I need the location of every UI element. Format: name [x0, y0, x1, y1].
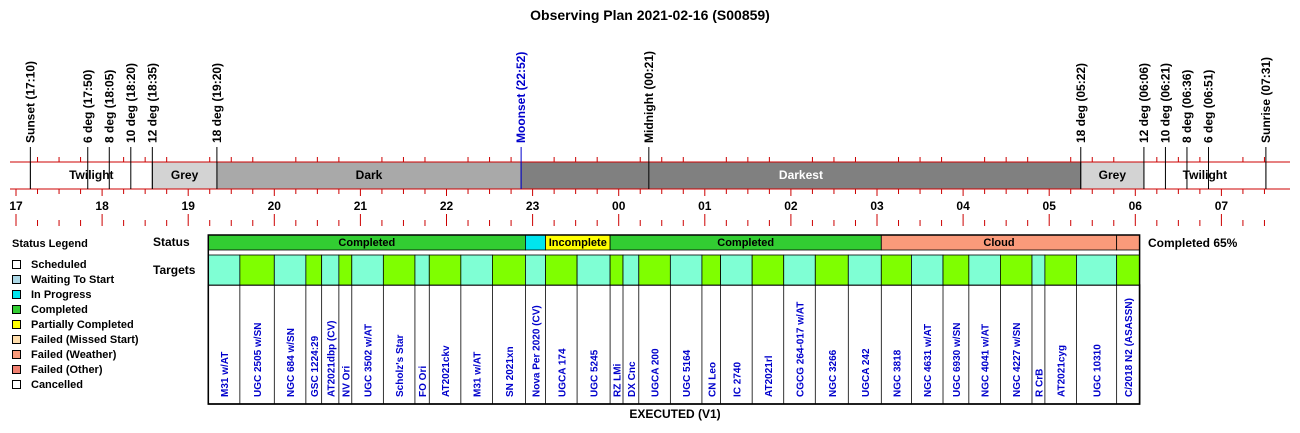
period-label: Darkest — [778, 168, 823, 182]
target-block — [815, 255, 848, 285]
hour-tick-label: 17 — [9, 199, 23, 213]
hour-tick-label: 20 — [267, 199, 281, 213]
target-name: C/2018 N2 (ASASSN) — [1124, 298, 1136, 397]
legend-item — [12, 377, 139, 392]
target-block — [306, 255, 322, 285]
event-label: 8 deg (06:36) — [1179, 69, 1194, 143]
event-label: 10 deg (18:20) — [123, 62, 138, 143]
target-block — [1032, 255, 1045, 285]
target-block — [577, 255, 610, 285]
period-label: Grey — [1098, 168, 1127, 182]
hour-tick-label: 18 — [95, 199, 109, 213]
target-block — [240, 255, 274, 285]
legend-label: Failed (Weather) — [31, 348, 117, 361]
hour-tick-label: 19 — [181, 199, 195, 213]
legend-item — [12, 332, 139, 347]
legend-swatch — [12, 350, 21, 359]
status-segment-label: Completed — [338, 237, 396, 249]
target-name: M31 w/AT — [220, 351, 232, 397]
legend-label: In Progress — [31, 288, 92, 301]
period-label: Twilight — [69, 168, 114, 182]
target-block — [429, 255, 461, 285]
target-name: SN 2021xn — [504, 346, 516, 397]
completion-summary: Completed 65% — [1148, 236, 1238, 250]
target-name: NGC 3266 — [827, 349, 839, 397]
target-name: UGC 2505 w/SN — [253, 322, 265, 397]
target-name: RZ LMi — [612, 363, 624, 397]
target-block — [784, 255, 816, 285]
legend-swatch — [12, 275, 21, 284]
hour-tick-label: 06 — [1128, 199, 1142, 213]
target-block — [415, 255, 429, 285]
hour-tick-label: 00 — [612, 199, 626, 213]
target-name: NV Ori — [341, 365, 353, 397]
legend-label: Cancelled — [31, 378, 83, 391]
event-label: 18 deg (19:20) — [209, 62, 224, 143]
hour-tick-label: 23 — [525, 199, 540, 213]
target-name: CGCG 264-017 w/AT — [795, 301, 807, 397]
status-segment-label: Incomplete — [548, 237, 607, 249]
legend-item — [12, 302, 139, 317]
event-label: Sunset (17:10) — [23, 60, 38, 143]
target-block — [881, 255, 911, 285]
target-block — [848, 255, 881, 285]
target-block — [610, 255, 623, 285]
target-block — [911, 255, 943, 285]
target-block — [352, 255, 384, 285]
target-block — [322, 255, 339, 285]
target-block — [339, 255, 352, 285]
target-block — [461, 255, 493, 285]
target-block — [702, 255, 721, 285]
targets-bar — [208, 235, 1139, 404]
target-block — [1000, 255, 1032, 285]
target-block — [546, 255, 578, 285]
legend-swatch — [12, 320, 21, 329]
hour-tick-label: 02 — [784, 199, 798, 213]
legend-swatch — [12, 290, 21, 299]
target-name: AT2021rl — [763, 355, 775, 397]
chart-title: Observing Plan 2021-02-16 (S00859) — [530, 7, 770, 23]
target-name: UGCA 242 — [860, 348, 872, 397]
legend-item — [12, 362, 139, 377]
hour-tick-label: 22 — [439, 199, 454, 213]
target-name: NGC 4227 w/SN — [1012, 322, 1024, 397]
legend-item — [12, 347, 139, 362]
legend-item — [12, 257, 139, 272]
target-block — [943, 255, 969, 285]
hour-tick-label: 03 — [870, 199, 884, 213]
event-label: 8 deg (18:05) — [102, 69, 117, 143]
target-name: UGC 5245 — [589, 349, 601, 397]
event-label: 6 deg (06:51) — [1201, 69, 1216, 143]
legend-label: Waiting To Start — [31, 273, 115, 286]
target-name: R CrB — [1034, 368, 1046, 397]
target-name: NGC 3818 — [892, 349, 904, 397]
legend-swatch — [12, 380, 21, 389]
hour-tick-label: 04 — [956, 199, 970, 213]
status-segment-label: Completed — [717, 237, 775, 249]
period-label: Dark — [355, 168, 383, 182]
target-block — [208, 255, 240, 285]
target-name: UGC 5164 — [682, 349, 694, 397]
event-label: 12 deg (06:06) — [1136, 62, 1151, 143]
event-label: 6 deg (17:50) — [80, 69, 95, 143]
target-name: M31 w/AT — [472, 351, 484, 397]
event-label: 18 deg (05:22) — [1073, 62, 1088, 143]
target-block — [383, 255, 415, 285]
target-name: FO Ori — [418, 365, 430, 397]
target-name: DX Cnc — [626, 361, 638, 397]
target-block — [525, 255, 545, 285]
legend-label: Completed — [31, 303, 88, 316]
legend-label: Failed (Missed Start) — [31, 333, 139, 346]
target-name: IC 2740 — [732, 361, 744, 397]
status-segment — [1117, 235, 1140, 250]
hour-tick-label: 05 — [1042, 199, 1056, 213]
status-legend-title: Status Legend — [12, 238, 88, 250]
legend-swatch — [12, 365, 21, 374]
legend-swatch — [12, 335, 21, 344]
target-block — [721, 255, 753, 285]
target-block — [639, 255, 671, 285]
legend-label: Scheduled — [31, 258, 87, 271]
legend-item — [12, 272, 139, 287]
event-label: 12 deg (18:35) — [145, 62, 160, 143]
legend-label: Partially Completed — [31, 318, 134, 331]
hour-tick-label: 01 — [698, 199, 712, 213]
status-segment-label: Cloud — [983, 237, 1015, 249]
period-label: Grey — [170, 168, 199, 182]
event-label: Midnight (00:21) — [641, 51, 656, 143]
target-block — [670, 255, 702, 285]
status-legend — [12, 257, 139, 392]
event-label: 10 deg (06:21) — [1158, 62, 1173, 143]
target-block — [1117, 255, 1140, 285]
target-block — [492, 255, 525, 285]
legend-item — [12, 317, 139, 332]
legend-swatch — [12, 260, 21, 269]
target-name: UGC 3502 w/AT — [363, 323, 375, 397]
event-label: Sunrise (07:31) — [1258, 56, 1273, 143]
target-name: UGCA 174 — [557, 348, 569, 397]
target-name: Scholz's Star — [395, 334, 407, 397]
target-block — [1045, 255, 1077, 285]
status-segment — [525, 235, 545, 250]
target-block — [752, 255, 784, 285]
status-row-label: Status — [153, 235, 190, 249]
legend-item — [12, 287, 139, 302]
target-name: UGCA 200 — [650, 348, 662, 397]
target-name: AT2021cyg — [1056, 344, 1068, 397]
target-name: NGC 4631 w/AT — [923, 323, 935, 397]
target-name: UGC 10310 — [1092, 344, 1104, 397]
target-block — [623, 255, 639, 285]
target-name: NGC 4041 w/AT — [980, 323, 992, 397]
status-bar — [208, 235, 1139, 250]
executed-footer: EXECUTED (V1) — [629, 407, 721, 421]
target-name: AT2021dbp (CV) — [326, 320, 338, 397]
legend-swatch — [12, 305, 21, 314]
target-block — [274, 255, 306, 285]
target-name: Nova Per 2020 (CV) — [531, 305, 543, 397]
legend-label: Failed (Other) — [31, 363, 103, 376]
event-label: Moonset (22:52) — [514, 51, 529, 143]
target-name: GSC 1224:29 — [309, 335, 321, 397]
hour-tick-label: 07 — [1214, 199, 1229, 213]
target-name: AT2021ckv — [441, 345, 453, 397]
period-label: Twilight — [1182, 168, 1228, 182]
target-name: CN Leo — [707, 362, 719, 397]
target-block — [1076, 255, 1116, 285]
targets-row-label: Targets — [153, 263, 196, 277]
hour-tick-label: 21 — [353, 199, 368, 213]
target-block — [969, 255, 1001, 285]
target-name: UGC 6930 w/SN — [951, 322, 963, 397]
target-name: NGC 684 w/SN — [286, 328, 298, 397]
